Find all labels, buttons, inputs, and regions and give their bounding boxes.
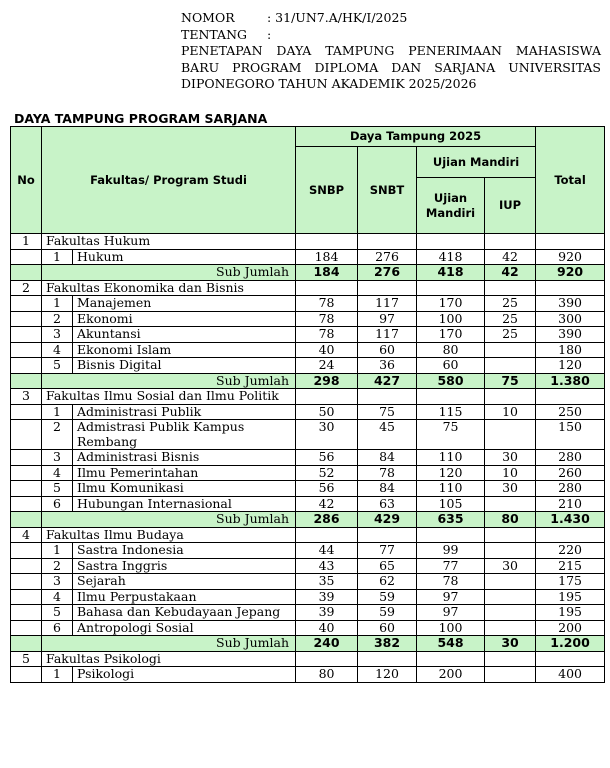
snbt-value: 97: [358, 311, 417, 327]
ujian-mandiri-value: 418: [417, 249, 485, 265]
program-name: Sastra Indonesia: [73, 543, 296, 559]
program-name: Manajemen: [73, 296, 296, 312]
snbp-value: 35: [296, 574, 358, 590]
snbp-value: 78: [296, 327, 358, 343]
empty-cell: [11, 605, 42, 621]
faculty-name: Fakultas Ilmu Sosial dan Ilmu Politik: [42, 389, 296, 405]
total-value: 195: [536, 589, 605, 605]
program-name: Administrasi Bisnis: [73, 450, 296, 466]
empty-cell: [296, 234, 358, 250]
tentang-value: :: [267, 26, 272, 42]
subtotal-snbt: 276: [358, 265, 417, 281]
empty-cell: [536, 527, 605, 543]
total-value: 280: [536, 481, 605, 497]
total-value: 220: [536, 543, 605, 559]
program-name: Bisnis Digital: [73, 358, 296, 374]
ujian-mandiri-value: 170: [417, 327, 485, 343]
empty-cell: [11, 543, 42, 559]
empty-cell: [485, 651, 536, 667]
program-name: Ilmu Pemerintahan: [73, 465, 296, 481]
empty-cell: [417, 234, 485, 250]
snbp-value: 56: [296, 450, 358, 466]
total-value: 250: [536, 404, 605, 420]
header-program: Fakultas/ Program Studi: [42, 127, 296, 234]
subtotal-row: [11, 265, 605, 281]
faculty-name: Fakultas Psikologi: [42, 651, 296, 667]
program-name: Akuntansi: [73, 327, 296, 343]
program-number: 2: [42, 558, 73, 574]
snbt-value: 120: [358, 667, 417, 683]
section-title: DAYA TAMPUNG PROGRAM SARJANA: [14, 111, 268, 126]
document-description: PENETAPAN DAYA TAMPUNG PENERIMAAN MAHASISWA BARU PROGRAM DIPLOMA DAN SARJANA UNIVERSITAS DIPONEGORO TAHUN AKADEMIK 2025/2026: [181, 43, 601, 91]
empty-cell: [296, 527, 358, 543]
empty-cell: [358, 234, 417, 250]
iup-value: [485, 667, 536, 683]
header-iup: IUP: [485, 178, 536, 234]
iup-value: 30: [485, 450, 536, 466]
program-number: 2: [42, 311, 73, 327]
program-row: [11, 605, 605, 621]
ujian-mandiri-value: 99: [417, 543, 485, 559]
ujian-mandiri-value: 100: [417, 311, 485, 327]
program-row: [11, 574, 605, 590]
empty-cell: [11, 481, 42, 497]
header-daya-tampung: Daya Tampung 2025: [296, 127, 536, 147]
iup-value: 42: [485, 249, 536, 265]
subtotal-total: 1.430: [536, 512, 605, 528]
subtotal-label: Sub Jumlah: [42, 636, 296, 652]
program-number: 1: [42, 404, 73, 420]
snbt-value: 84: [358, 481, 417, 497]
subtotal-iup: 75: [485, 373, 536, 389]
program-row: [11, 358, 605, 374]
total-value: 920: [536, 249, 605, 265]
empty-cell: [11, 420, 42, 450]
subtotal-iup: 30: [485, 636, 536, 652]
subtotal-label: Sub Jumlah: [42, 265, 296, 281]
empty-cell: [296, 651, 358, 667]
snbp-value: 78: [296, 296, 358, 312]
snbt-value: 75: [358, 404, 417, 420]
subtotal-snbt: 429: [358, 512, 417, 528]
empty-cell: [11, 496, 42, 512]
faculty-row: [11, 651, 605, 667]
snbp-value: 44: [296, 543, 358, 559]
program-number: 3: [42, 450, 73, 466]
program-name: Psikologi: [73, 667, 296, 683]
nomor-label: NOMOR: [181, 10, 235, 25]
ujian-mandiri-value: 60: [417, 358, 485, 374]
program-row: [11, 311, 605, 327]
empty-cell: [485, 389, 536, 405]
faculty-number: 4: [11, 527, 42, 543]
snbt-value: 77: [358, 543, 417, 559]
ujian-mandiri-value: 110: [417, 481, 485, 497]
program-number: 4: [42, 465, 73, 481]
snbt-value: 65: [358, 558, 417, 574]
total-value: 260: [536, 465, 605, 481]
capacity-table: [10, 126, 605, 683]
empty-cell: [11, 327, 42, 343]
program-name: Sejarah: [73, 574, 296, 590]
program-number: 1: [42, 667, 73, 683]
ujian-mandiri-value: 110: [417, 450, 485, 466]
subtotal-ujian-mandiri: 548: [417, 636, 485, 652]
subtotal-iup: 80: [485, 512, 536, 528]
snbp-value: 52: [296, 465, 358, 481]
snbt-value: 60: [358, 342, 417, 358]
iup-value: [485, 605, 536, 621]
program-name: Hubungan Internasional: [73, 496, 296, 512]
empty-cell: [11, 465, 42, 481]
program-name: Ekonomi: [73, 311, 296, 327]
subtotal-row: [11, 373, 605, 389]
program-number: 5: [42, 358, 73, 374]
total-value: 210: [536, 496, 605, 512]
snbp-value: 184: [296, 249, 358, 265]
program-number: 3: [42, 327, 73, 343]
subtotal-ujian-mandiri: 580: [417, 373, 485, 389]
subtotal-row: [11, 636, 605, 652]
iup-value: [485, 543, 536, 559]
program-row: [11, 558, 605, 574]
program-number: 5: [42, 605, 73, 621]
empty-cell: [11, 404, 42, 420]
program-name: Admistrasi Publik Kampus Rembang: [73, 420, 296, 450]
program-number: 4: [42, 342, 73, 358]
empty-cell: [11, 296, 42, 312]
header-ujian-mandiri: Ujian Mandiri: [417, 178, 485, 234]
snbt-value: 63: [358, 496, 417, 512]
empty-cell: [536, 234, 605, 250]
empty-cell: [296, 389, 358, 405]
header-snbp: SNBP: [296, 147, 358, 234]
faculty-row: [11, 280, 605, 296]
empty-cell: [417, 651, 485, 667]
ujian-mandiri-value: 77: [417, 558, 485, 574]
subtotal-ujian-mandiri: 418: [417, 265, 485, 281]
total-value: 300: [536, 311, 605, 327]
empty-cell: [536, 389, 605, 405]
ujian-mandiri-value: 97: [417, 605, 485, 621]
header-snbt: SNBT: [358, 147, 417, 234]
iup-value: 30: [485, 558, 536, 574]
empty-cell: [11, 574, 42, 590]
snbp-value: 56: [296, 481, 358, 497]
ujian-mandiri-value: 97: [417, 589, 485, 605]
program-row: [11, 620, 605, 636]
snbp-value: 80: [296, 667, 358, 683]
snbt-value: 36: [358, 358, 417, 374]
empty-cell: [536, 280, 605, 296]
program-number: 6: [42, 620, 73, 636]
empty-cell: [358, 389, 417, 405]
faculty-name: Fakultas Hukum: [42, 234, 296, 250]
empty-cell: [11, 620, 42, 636]
subtotal-snbt: 427: [358, 373, 417, 389]
snbt-value: 45: [358, 420, 417, 450]
header-ujian-mandiri-group: Ujian Mandiri: [417, 147, 536, 178]
total-value: 390: [536, 296, 605, 312]
subtotal-snbp: 240: [296, 636, 358, 652]
total-value: 400: [536, 667, 605, 683]
program-row: [11, 450, 605, 466]
empty-cell: [485, 234, 536, 250]
program-row: [11, 496, 605, 512]
subtotal-iup: 42: [485, 265, 536, 281]
snbt-value: 78: [358, 465, 417, 481]
snbp-value: 39: [296, 605, 358, 621]
total-value: 175: [536, 574, 605, 590]
program-row: [11, 327, 605, 343]
subtotal-snbp: 184: [296, 265, 358, 281]
tentang-label: TENTANG: [181, 26, 248, 42]
snbp-value: 24: [296, 358, 358, 374]
program-number: 3: [42, 574, 73, 590]
empty-cell: [296, 280, 358, 296]
ujian-mandiri-value: 105: [417, 496, 485, 512]
faculty-number: 2: [11, 280, 42, 296]
program-name: Sastra Inggris: [73, 558, 296, 574]
total-value: 390: [536, 327, 605, 343]
program-name: Antropologi Sosial: [73, 620, 296, 636]
snbt-value: 59: [358, 605, 417, 621]
program-row: [11, 543, 605, 559]
iup-value: [485, 496, 536, 512]
total-value: 280: [536, 450, 605, 466]
iup-value: [485, 620, 536, 636]
subtotal-ujian-mandiri: 635: [417, 512, 485, 528]
empty-cell: [11, 311, 42, 327]
program-row: [11, 589, 605, 605]
snbt-value: 117: [358, 327, 417, 343]
nomor-row: [181, 10, 601, 27]
iup-value: [485, 589, 536, 605]
empty-cell: [358, 527, 417, 543]
total-value: 215: [536, 558, 605, 574]
empty-cell: [11, 249, 42, 265]
ujian-mandiri-value: 120: [417, 465, 485, 481]
empty-cell: [417, 527, 485, 543]
iup-value: [485, 420, 536, 450]
program-row: [11, 465, 605, 481]
total-value: 150: [536, 420, 605, 450]
program-row: [11, 420, 605, 450]
faculty-number: 3: [11, 389, 42, 405]
snbp-value: 42: [296, 496, 358, 512]
program-name: Ekonomi Islam: [73, 342, 296, 358]
empty-cell: [417, 389, 485, 405]
snbp-value: 40: [296, 342, 358, 358]
program-row: [11, 296, 605, 312]
snbt-value: 84: [358, 450, 417, 466]
snbp-value: 30: [296, 420, 358, 450]
nomor-value: : 31/UN7.A/HK/I/2025: [267, 10, 408, 25]
empty-cell: [11, 358, 42, 374]
total-value: 120: [536, 358, 605, 374]
program-name: Ilmu Perpustakaan: [73, 589, 296, 605]
snbt-value: 117: [358, 296, 417, 312]
iup-value: [485, 358, 536, 374]
subtotal-label: Sub Jumlah: [42, 373, 296, 389]
empty-cell: [485, 280, 536, 296]
iup-value: [485, 574, 536, 590]
empty-cell: [417, 280, 485, 296]
snbt-value: 276: [358, 249, 417, 265]
table-body: [11, 234, 605, 683]
empty-cell: [11, 373, 42, 389]
snbt-value: 62: [358, 574, 417, 590]
program-row: [11, 342, 605, 358]
program-number: 6: [42, 496, 73, 512]
iup-value: 25: [485, 327, 536, 343]
ujian-mandiri-value: 200: [417, 667, 485, 683]
subtotal-snbt: 382: [358, 636, 417, 652]
subtotal-total: 920: [536, 265, 605, 281]
empty-cell: [11, 589, 42, 605]
empty-cell: [11, 636, 42, 652]
program-name: Administrasi Publik: [73, 404, 296, 420]
empty-cell: [11, 265, 42, 281]
empty-cell: [536, 651, 605, 667]
faculty-name: Fakultas Ekonomika dan Bisnis: [42, 280, 296, 296]
ujian-mandiri-value: 170: [417, 296, 485, 312]
iup-value: 25: [485, 311, 536, 327]
total-value: 200: [536, 620, 605, 636]
empty-cell: [11, 342, 42, 358]
iup-value: 25: [485, 296, 536, 312]
snbp-value: 39: [296, 589, 358, 605]
snbp-value: 40: [296, 620, 358, 636]
subtotal-label: Sub Jumlah: [42, 512, 296, 528]
program-number: 5: [42, 481, 73, 497]
program-row: [11, 481, 605, 497]
ujian-mandiri-value: 115: [417, 404, 485, 420]
program-name: Ilmu Komunikasi: [73, 481, 296, 497]
ujian-mandiri-value: 80: [417, 342, 485, 358]
faculty-name: Fakultas Ilmu Budaya: [42, 527, 296, 543]
ujian-mandiri-value: 100: [417, 620, 485, 636]
program-row: [11, 404, 605, 420]
total-value: 180: [536, 342, 605, 358]
subtotal-row: [11, 512, 605, 528]
program-number: 2: [42, 420, 73, 450]
faculty-number: 1: [11, 234, 42, 250]
snbp-value: 43: [296, 558, 358, 574]
ujian-mandiri-value: 75: [417, 420, 485, 450]
faculty-row: [11, 527, 605, 543]
empty-cell: [358, 280, 417, 296]
program-name: Bahasa dan Kebudayaan Jepang: [73, 605, 296, 621]
program-name: Hukum: [73, 249, 296, 265]
program-number: 1: [42, 249, 73, 265]
empty-cell: [485, 527, 536, 543]
empty-cell: [358, 651, 417, 667]
header-total: Total: [536, 127, 605, 234]
empty-cell: [11, 558, 42, 574]
total-value: 195: [536, 605, 605, 621]
iup-value: 10: [485, 404, 536, 420]
program-number: 1: [42, 296, 73, 312]
faculty-row: [11, 389, 605, 405]
program-number: 4: [42, 589, 73, 605]
document-header: [181, 10, 601, 93]
faculty-number: 5: [11, 651, 42, 667]
subtotal-snbp: 286: [296, 512, 358, 528]
subtotal-total: 1.200: [536, 636, 605, 652]
program-number: 1: [42, 543, 73, 559]
header-no: No: [11, 127, 42, 234]
program-row: [11, 667, 605, 683]
snbt-value: 60: [358, 620, 417, 636]
iup-value: [485, 342, 536, 358]
iup-value: 10: [485, 465, 536, 481]
empty-cell: [11, 512, 42, 528]
snbt-value: 59: [358, 589, 417, 605]
empty-cell: [11, 450, 42, 466]
subtotal-snbp: 298: [296, 373, 358, 389]
ujian-mandiri-value: 78: [417, 574, 485, 590]
snbp-value: 50: [296, 404, 358, 420]
subtotal-total: 1.380: [536, 373, 605, 389]
iup-value: 30: [485, 481, 536, 497]
faculty-row: [11, 234, 605, 250]
empty-cell: [11, 667, 42, 683]
tentang-row: [181, 27, 601, 44]
program-row: [11, 249, 605, 265]
snbp-value: 78: [296, 311, 358, 327]
